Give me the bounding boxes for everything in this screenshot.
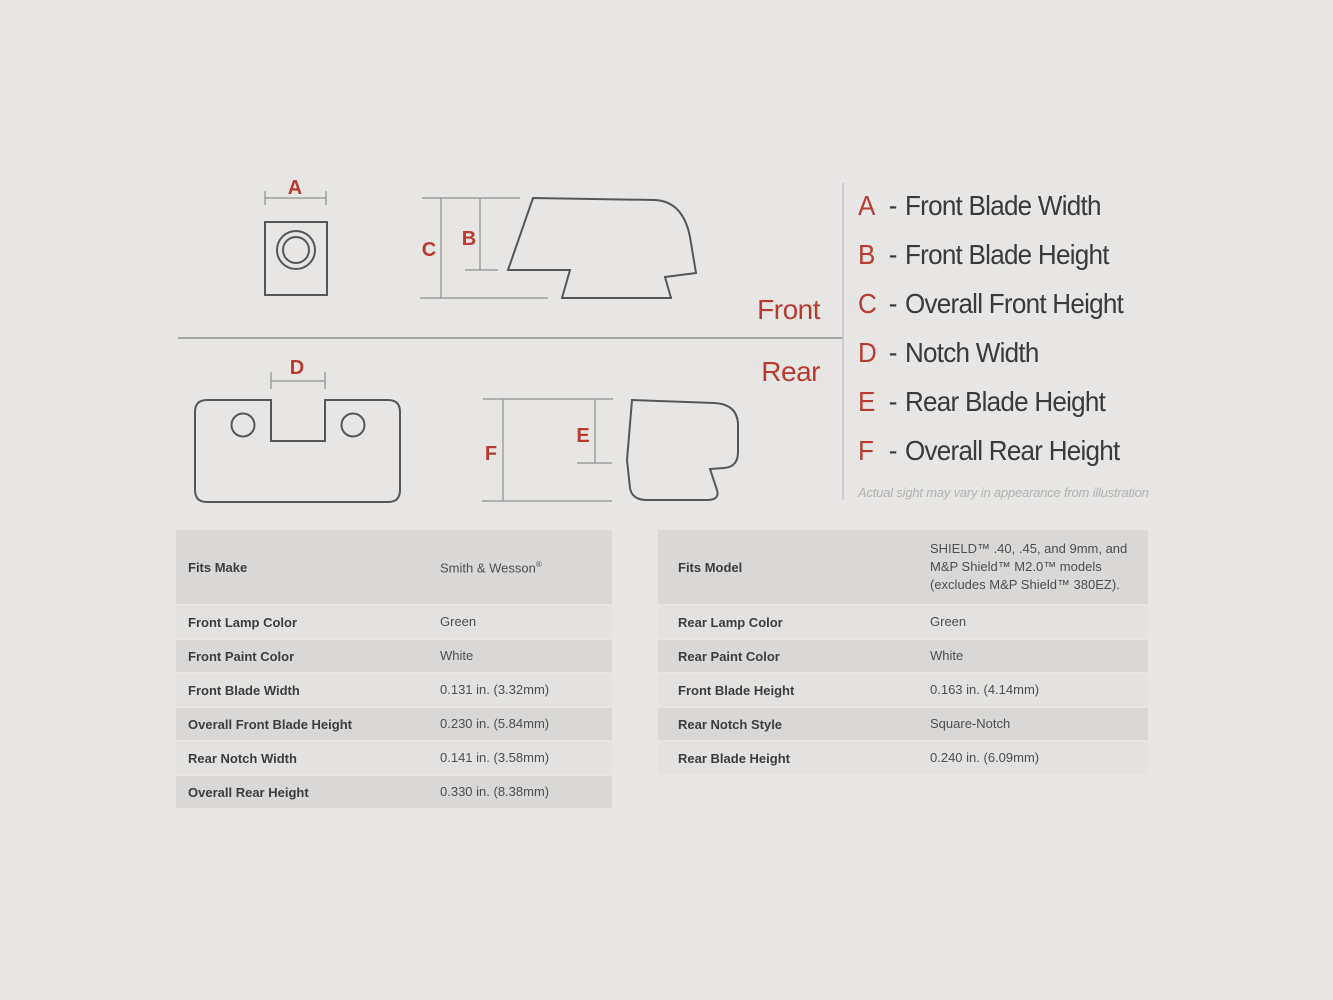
table-row bbox=[658, 640, 1148, 672]
spec-table-right bbox=[658, 530, 1148, 776]
spec-value bbox=[440, 556, 612, 577]
legend-letter: E bbox=[858, 385, 875, 417]
spec-value: 0.141 in. (3.58mm) bbox=[440, 750, 550, 765]
table-row bbox=[658, 674, 1148, 706]
table-row bbox=[658, 742, 1148, 774]
spec-label: Rear Blade Height bbox=[678, 750, 790, 766]
legend-label: Rear Blade Height bbox=[904, 385, 1106, 417]
dim-label-f: F bbox=[484, 443, 498, 465]
legend-separator: - bbox=[888, 287, 897, 319]
spec-value: White bbox=[930, 648, 964, 663]
table-row bbox=[176, 776, 612, 808]
dim-e-f bbox=[482, 399, 613, 501]
table-row bbox=[658, 530, 1148, 604]
spec-label: Front Blade Height bbox=[678, 682, 795, 698]
table-row bbox=[176, 530, 612, 604]
legend-separator: - bbox=[888, 434, 897, 466]
spec-label: Front Blade Width bbox=[188, 682, 300, 698]
spec-value: 0.240 in. (6.09mm) bbox=[930, 750, 1040, 765]
rear-sight-body bbox=[195, 400, 400, 502]
registered-mark: ® bbox=[535, 560, 542, 570]
table-row bbox=[176, 606, 612, 638]
rear-sight-front-view bbox=[195, 400, 400, 502]
spec-value: Green bbox=[930, 614, 967, 629]
lamp-inner-ring bbox=[283, 237, 309, 263]
front-section-label: Front bbox=[757, 294, 820, 325]
legend-letter: B bbox=[858, 238, 875, 270]
legend-letter: F bbox=[858, 434, 874, 466]
legend-item-d bbox=[858, 328, 1156, 377]
table-row bbox=[658, 708, 1148, 740]
spec-value: 0.330 in. (8.38mm) bbox=[440, 784, 550, 799]
legend-label: Front Blade Width bbox=[904, 189, 1101, 221]
dim-label-e: E bbox=[576, 425, 590, 447]
dim-label-d: D bbox=[289, 357, 305, 379]
spec-table-left bbox=[176, 530, 612, 810]
spec-value: 0.163 in. (4.14mm) bbox=[930, 682, 1040, 697]
legend-separator: - bbox=[888, 238, 897, 270]
rear-lamp-left bbox=[232, 414, 255, 437]
spec-value-text: Smith & Wesson bbox=[440, 560, 536, 576]
dim-label-b: B bbox=[461, 228, 477, 250]
spec-label: Overall Front Blade Height bbox=[188, 716, 352, 732]
dim-label-c: C bbox=[421, 239, 437, 261]
spec-label: Front Lamp Color bbox=[188, 614, 298, 630]
spec-label: Fits Model bbox=[678, 559, 743, 575]
table-row bbox=[658, 606, 1148, 638]
spec-label: Rear Paint Color bbox=[678, 648, 780, 664]
disclaimer-note: Actual sight may vary in appearance from illustration bbox=[858, 485, 1149, 500]
rear-lamp-right bbox=[342, 414, 365, 437]
legend-separator: - bbox=[888, 336, 897, 368]
spec-label: Rear Lamp Color bbox=[678, 614, 783, 630]
rear-sight-profile bbox=[627, 400, 738, 500]
table-row bbox=[176, 742, 612, 774]
legend-separator: - bbox=[888, 189, 897, 221]
legend-separator: - bbox=[888, 385, 897, 417]
dimension-legend bbox=[858, 181, 1178, 500]
front-sight-body bbox=[265, 222, 327, 295]
spec-label: Fits Make bbox=[188, 559, 248, 575]
rear-section-label: Rear bbox=[761, 356, 820, 387]
legend-letter: D bbox=[858, 336, 877, 368]
front-sight-profile bbox=[508, 198, 696, 298]
table-row bbox=[176, 640, 612, 672]
spec-label: Overall Rear Height bbox=[188, 784, 309, 800]
legend-item-b bbox=[858, 230, 1156, 279]
spec-value: 0.131 in. (3.32mm) bbox=[440, 682, 550, 697]
spec-value: 0.230 in. (5.84mm) bbox=[440, 716, 550, 731]
front-sight-front-view bbox=[265, 222, 327, 295]
spec-value: Square-Notch bbox=[930, 716, 1011, 731]
legend-label: Overall Front Height bbox=[904, 287, 1124, 319]
table-row bbox=[176, 708, 612, 740]
legend-item-f bbox=[858, 426, 1156, 475]
legend-label: Overall Rear Height bbox=[904, 434, 1120, 466]
dim-label-a: A bbox=[287, 177, 303, 199]
legend-label: Notch Width bbox=[904, 336, 1039, 368]
legend-letter: A bbox=[858, 189, 875, 221]
spec-value: Green bbox=[440, 614, 477, 629]
legend-item-e bbox=[858, 377, 1156, 426]
spec-label: Rear Notch Style bbox=[678, 716, 783, 732]
table-row bbox=[176, 674, 612, 706]
legend-letter: C bbox=[858, 287, 877, 319]
spec-value: SHIELD™ .40, .45, and 9mm, and M&P Shield™ M2.0™ models (excludes M&P Shield™ 380EZ). bbox=[930, 541, 1128, 592]
legend-label: Front Blade Height bbox=[904, 238, 1109, 270]
spec-value: White bbox=[440, 648, 474, 663]
spec-label: Front Paint Color bbox=[188, 648, 295, 664]
legend-item-c bbox=[858, 279, 1156, 328]
legend-item-a bbox=[858, 181, 1156, 230]
spec-label: Rear Notch Width bbox=[188, 750, 297, 766]
